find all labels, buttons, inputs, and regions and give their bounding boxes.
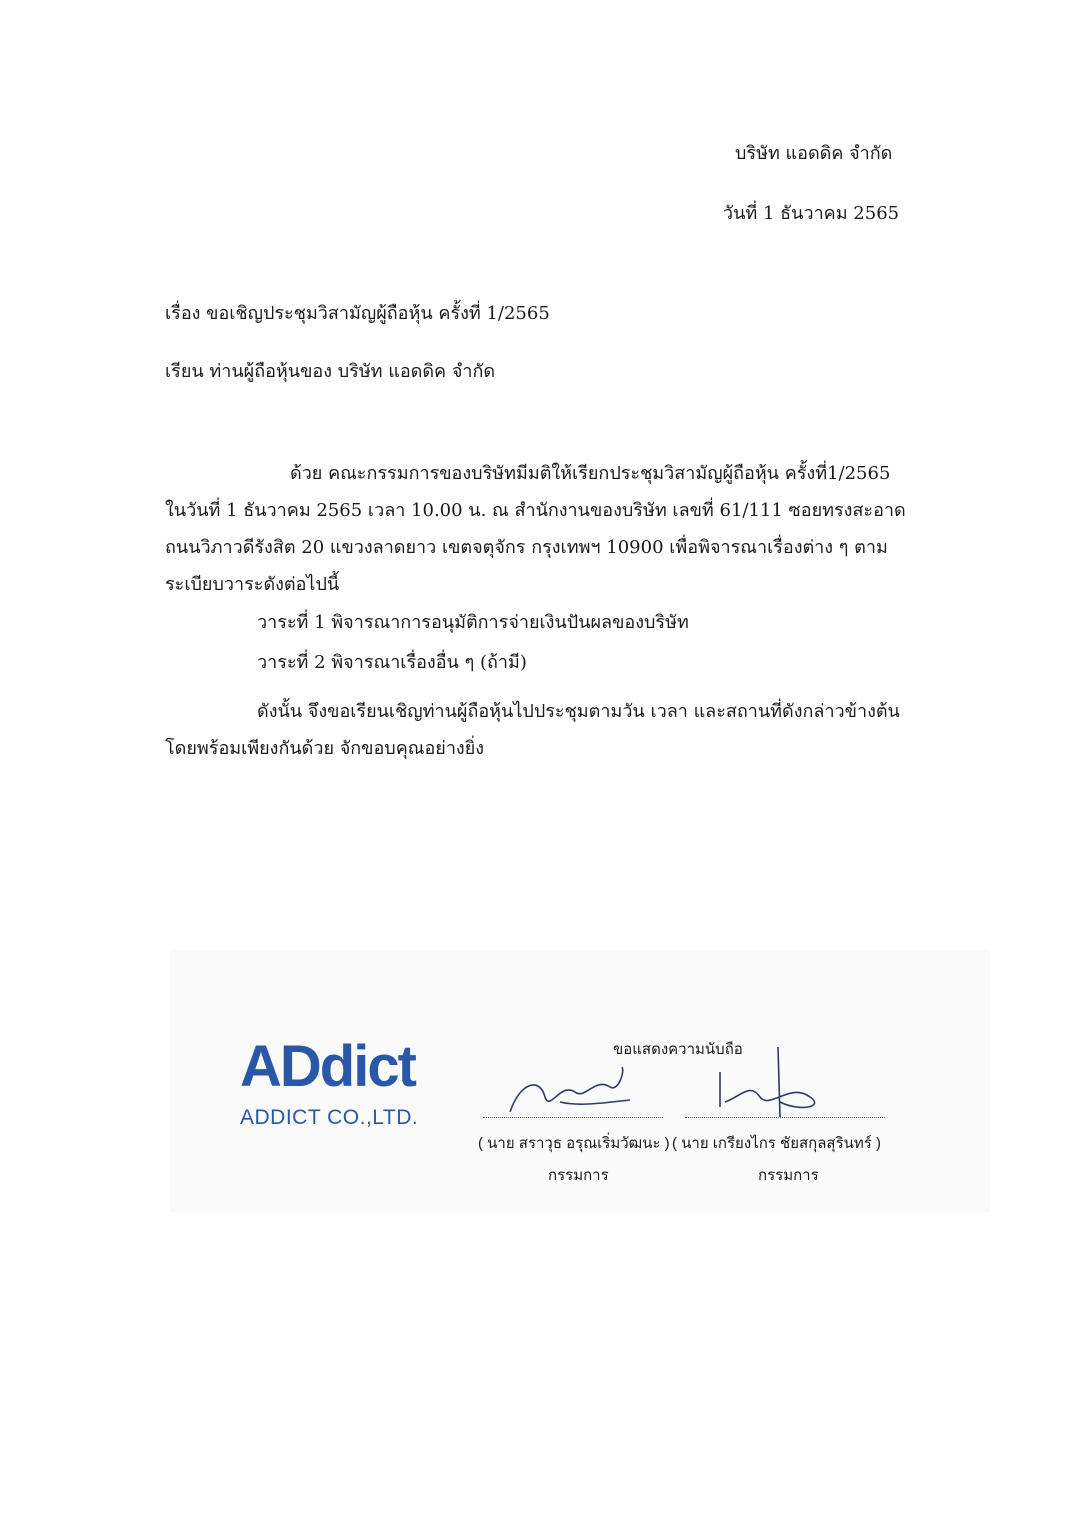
body-line: ในวันที่ 1 ธันวาคม 2565 เวลา 10.00 น. ณ สำนักงานของบริษัท เลขที่ 61/111 ซอยทรงสะอาด (165, 500, 906, 521)
signer-2-name: ( นาย เกรียงไกร ชัยสกุลสุรินทร์ ) (672, 1135, 881, 1152)
signature-2-icon (700, 1042, 840, 1122)
signature-line-1 (483, 1117, 663, 1118)
letter-date: วันที่ 1 ธันวาคม 2565 (723, 203, 900, 224)
body-line: ระเบียบวาระดังต่อไปนี้ (165, 574, 340, 595)
signature-line-2 (685, 1117, 885, 1118)
closing-line: โดยพร้อมเพียงกันด้วย จักขอบคุณอย่างยิ่ง (165, 738, 485, 759)
respect-closing: ขอแสดงความนับถือ (613, 1041, 743, 1058)
signer-2-position: กรรมการ (758, 1167, 819, 1184)
signer-1-position: กรรมการ (548, 1167, 609, 1184)
logo-wordmark: ADdict (240, 1034, 415, 1099)
letter-body (165, 455, 925, 767)
signer-1-name: ( นาย สราวุธ อรุณเริ่มวัฒนะ ) (478, 1135, 670, 1152)
signature-1-icon (500, 1062, 640, 1122)
body-line: ด้วย คณะกรรมการของบริษัทมีมติให้เรียกประชุมวิสามัญผู้ถือหุ้น ครั้งที่1/2565 (290, 463, 891, 484)
closing-line: ดังนั้น จึงขอเรียนเชิญท่านผู้ถือหุ้นไปประชุมตามวัน เวลา และสถานที่ดังกล่าวข้างต้น (257, 701, 900, 722)
company-logo (240, 1036, 450, 1136)
agenda-item-1: วาระที่ 1 พิจารณาการอนุมัติการจ่ายเงินปันผลของบริษัท (257, 612, 689, 633)
logo-company-name: ADDICT CO.,LTD. (240, 1106, 419, 1129)
company-name-header: บริษัท แอดดิค จำกัด (735, 143, 893, 164)
body-line: ถนนวิภาวดีรังสิต 20 แขวงลาดยาว เขตจตุจักร กรุงเทพฯ 10900 เพื่อพิจารณาเรื่องต่าง ๆ ตาม (165, 537, 888, 558)
letter-subject: เรื่อง ขอเชิญประชุมวิสามัญผู้ถือหุ้น ครั้งที่ 1/2565 (165, 303, 550, 324)
letter-recipient: เรียน ท่านผู้ถือหุ้นของ บริษัท แอดดิค จำกัด (165, 361, 496, 382)
agenda-item-2: วาระที่ 2 พิจารณาเรื่องอื่น ๆ (ถ้ามี) (257, 652, 527, 673)
